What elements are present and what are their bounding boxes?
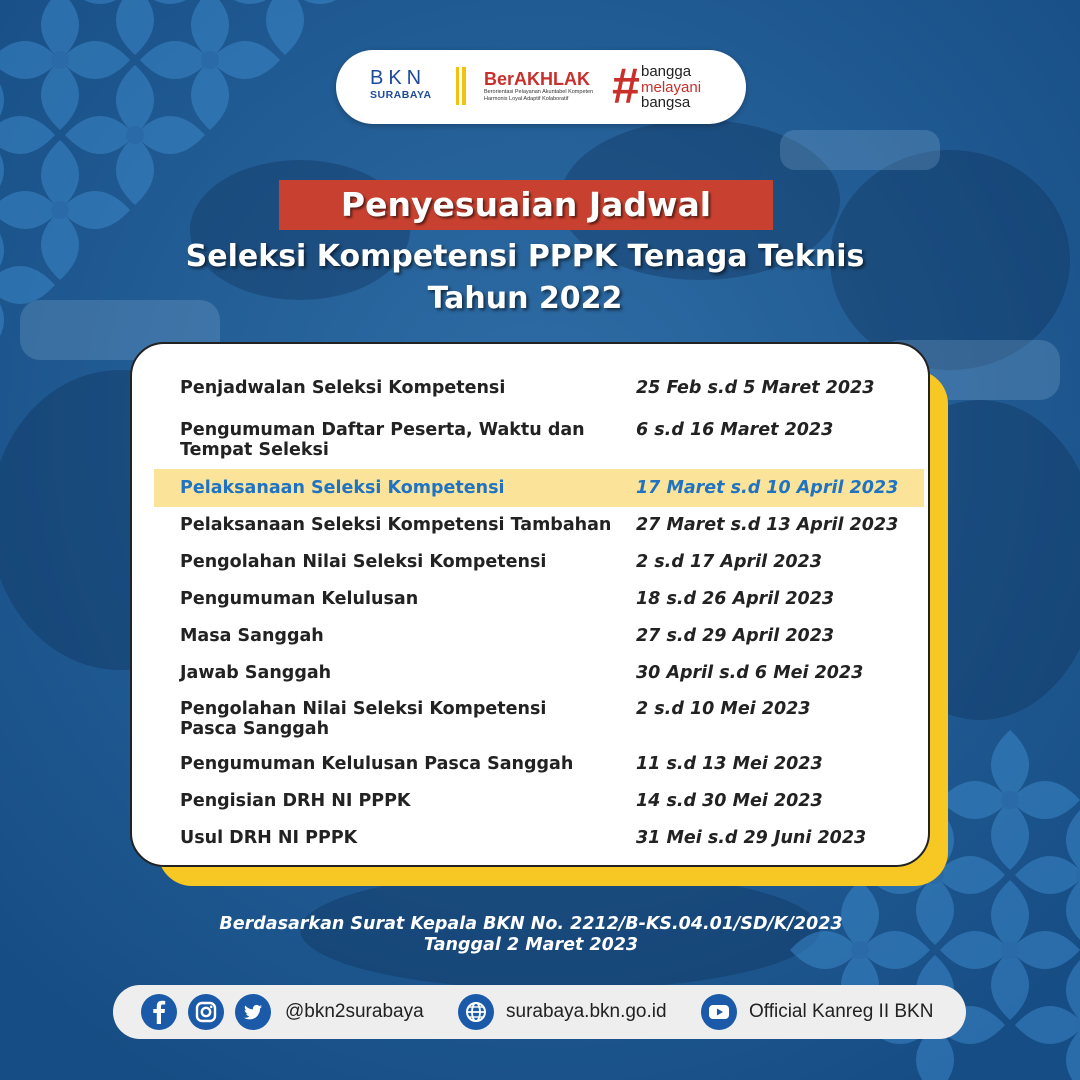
event-date: 11 s.d 13 Mei 2023 xyxy=(636,754,823,774)
tagline-word: melayani xyxy=(641,78,702,96)
schedule-row-highlighted xyxy=(154,469,924,507)
event-date: 25 Feb s.d 5 Maret 2023 xyxy=(636,378,875,398)
event-name: Pengisian DRH NI PPPK xyxy=(180,791,411,811)
event-name: Masa Sanggah xyxy=(180,626,324,646)
youtube-channel[interactable]: Official Kanreg II BKN xyxy=(749,1001,934,1022)
event-name: Usul DRH NI PPPK xyxy=(180,828,358,848)
tagline-word: bangsa xyxy=(641,94,691,111)
footnote-line: Tanggal 2 Maret 2023 xyxy=(423,935,639,955)
event-date: 18 s.d 26 April 2023 xyxy=(636,589,835,609)
berakhlak-tagline: Berorientasi Pelayanan Akuntabel Kompeten Harmonis Loyal Adaptif Kolaboratif xyxy=(484,89,594,102)
bangga-melayani-bangsa-logo xyxy=(641,64,701,111)
event-date: 14 s.d 30 Mei 2023 xyxy=(636,791,823,811)
event-date: 27 s.d 29 April 2023 xyxy=(636,626,835,646)
event-date: 30 April s.d 6 Mei 2023 xyxy=(636,663,864,683)
event-name: Pengumuman Daftar Peserta, Waktu dan Tempat Seleksi xyxy=(180,420,585,460)
logo-banner xyxy=(336,50,746,124)
event-name: Pengolahan Nilai Seleksi Kompetensi xyxy=(180,552,547,572)
bkn-logo-text: BKN xyxy=(370,67,427,89)
event-date: 17 Maret s.d 10 April 2023 xyxy=(636,478,899,498)
subtitle-line: Tahun 2022 xyxy=(427,281,623,316)
event-name: Pengolahan Nilai Seleksi Kompetensi Pasca Sanggah xyxy=(180,699,547,739)
tagline-word: bangga xyxy=(641,63,692,80)
twitter-icon[interactable] xyxy=(235,994,271,1030)
bkn-logo-subtext: SURABAYA xyxy=(370,89,432,101)
event-name: Jawab Sanggah xyxy=(180,663,332,683)
event-date: 2 s.d 10 Mei 2023 xyxy=(636,699,811,719)
schedule-card xyxy=(130,342,930,867)
page-title: Penyesuaian Jadwal xyxy=(340,185,712,224)
globe-icon[interactable] xyxy=(458,994,494,1030)
event-name: Penjadwalan Seleksi Kompetensi xyxy=(180,378,506,398)
event-name: Pelaksanaan Seleksi Kompetensi Tambahan xyxy=(180,515,612,535)
facebook-icon[interactable] xyxy=(141,994,177,1030)
website-link[interactable]: surabaya.bkn.go.id xyxy=(506,1001,667,1022)
footnote-line: Berdasarkan Surat Kepala BKN No. 2212/B-KS.04.01/SD/K/2023 xyxy=(219,914,843,934)
berakhlak-logo xyxy=(484,69,609,103)
berakhlak-title: BerAKHLAK xyxy=(484,69,591,89)
social-handle[interactable]: @bkn2surabaya xyxy=(285,1001,424,1022)
subtitle-line: Seleksi Kompetensi PPPK Tenaga Teknis xyxy=(185,239,865,274)
event-date: 31 Mei s.d 29 Juni 2023 xyxy=(636,828,867,848)
page-subtitle xyxy=(0,236,1050,320)
youtube-icon[interactable] xyxy=(701,994,737,1030)
event-name: Pengumuman Kelulusan Pasca Sanggah xyxy=(180,754,574,774)
instagram-icon[interactable] xyxy=(188,994,224,1030)
bkn-logo-bars xyxy=(456,67,466,105)
event-date: 2 s.d 17 April 2023 xyxy=(636,552,822,572)
hashtag-symbol: # xyxy=(612,58,640,114)
event-date: 6 s.d 16 Maret 2023 xyxy=(636,420,834,440)
event-name: Pengumuman Kelulusan xyxy=(180,589,419,609)
social-bar xyxy=(113,985,966,1039)
event-date: 27 Maret s.d 13 April 2023 xyxy=(636,515,899,535)
bkn-logo xyxy=(370,68,432,102)
event-name: Pelaksanaan Seleksi Kompetensi xyxy=(180,478,505,498)
source-footnote xyxy=(0,914,1062,956)
